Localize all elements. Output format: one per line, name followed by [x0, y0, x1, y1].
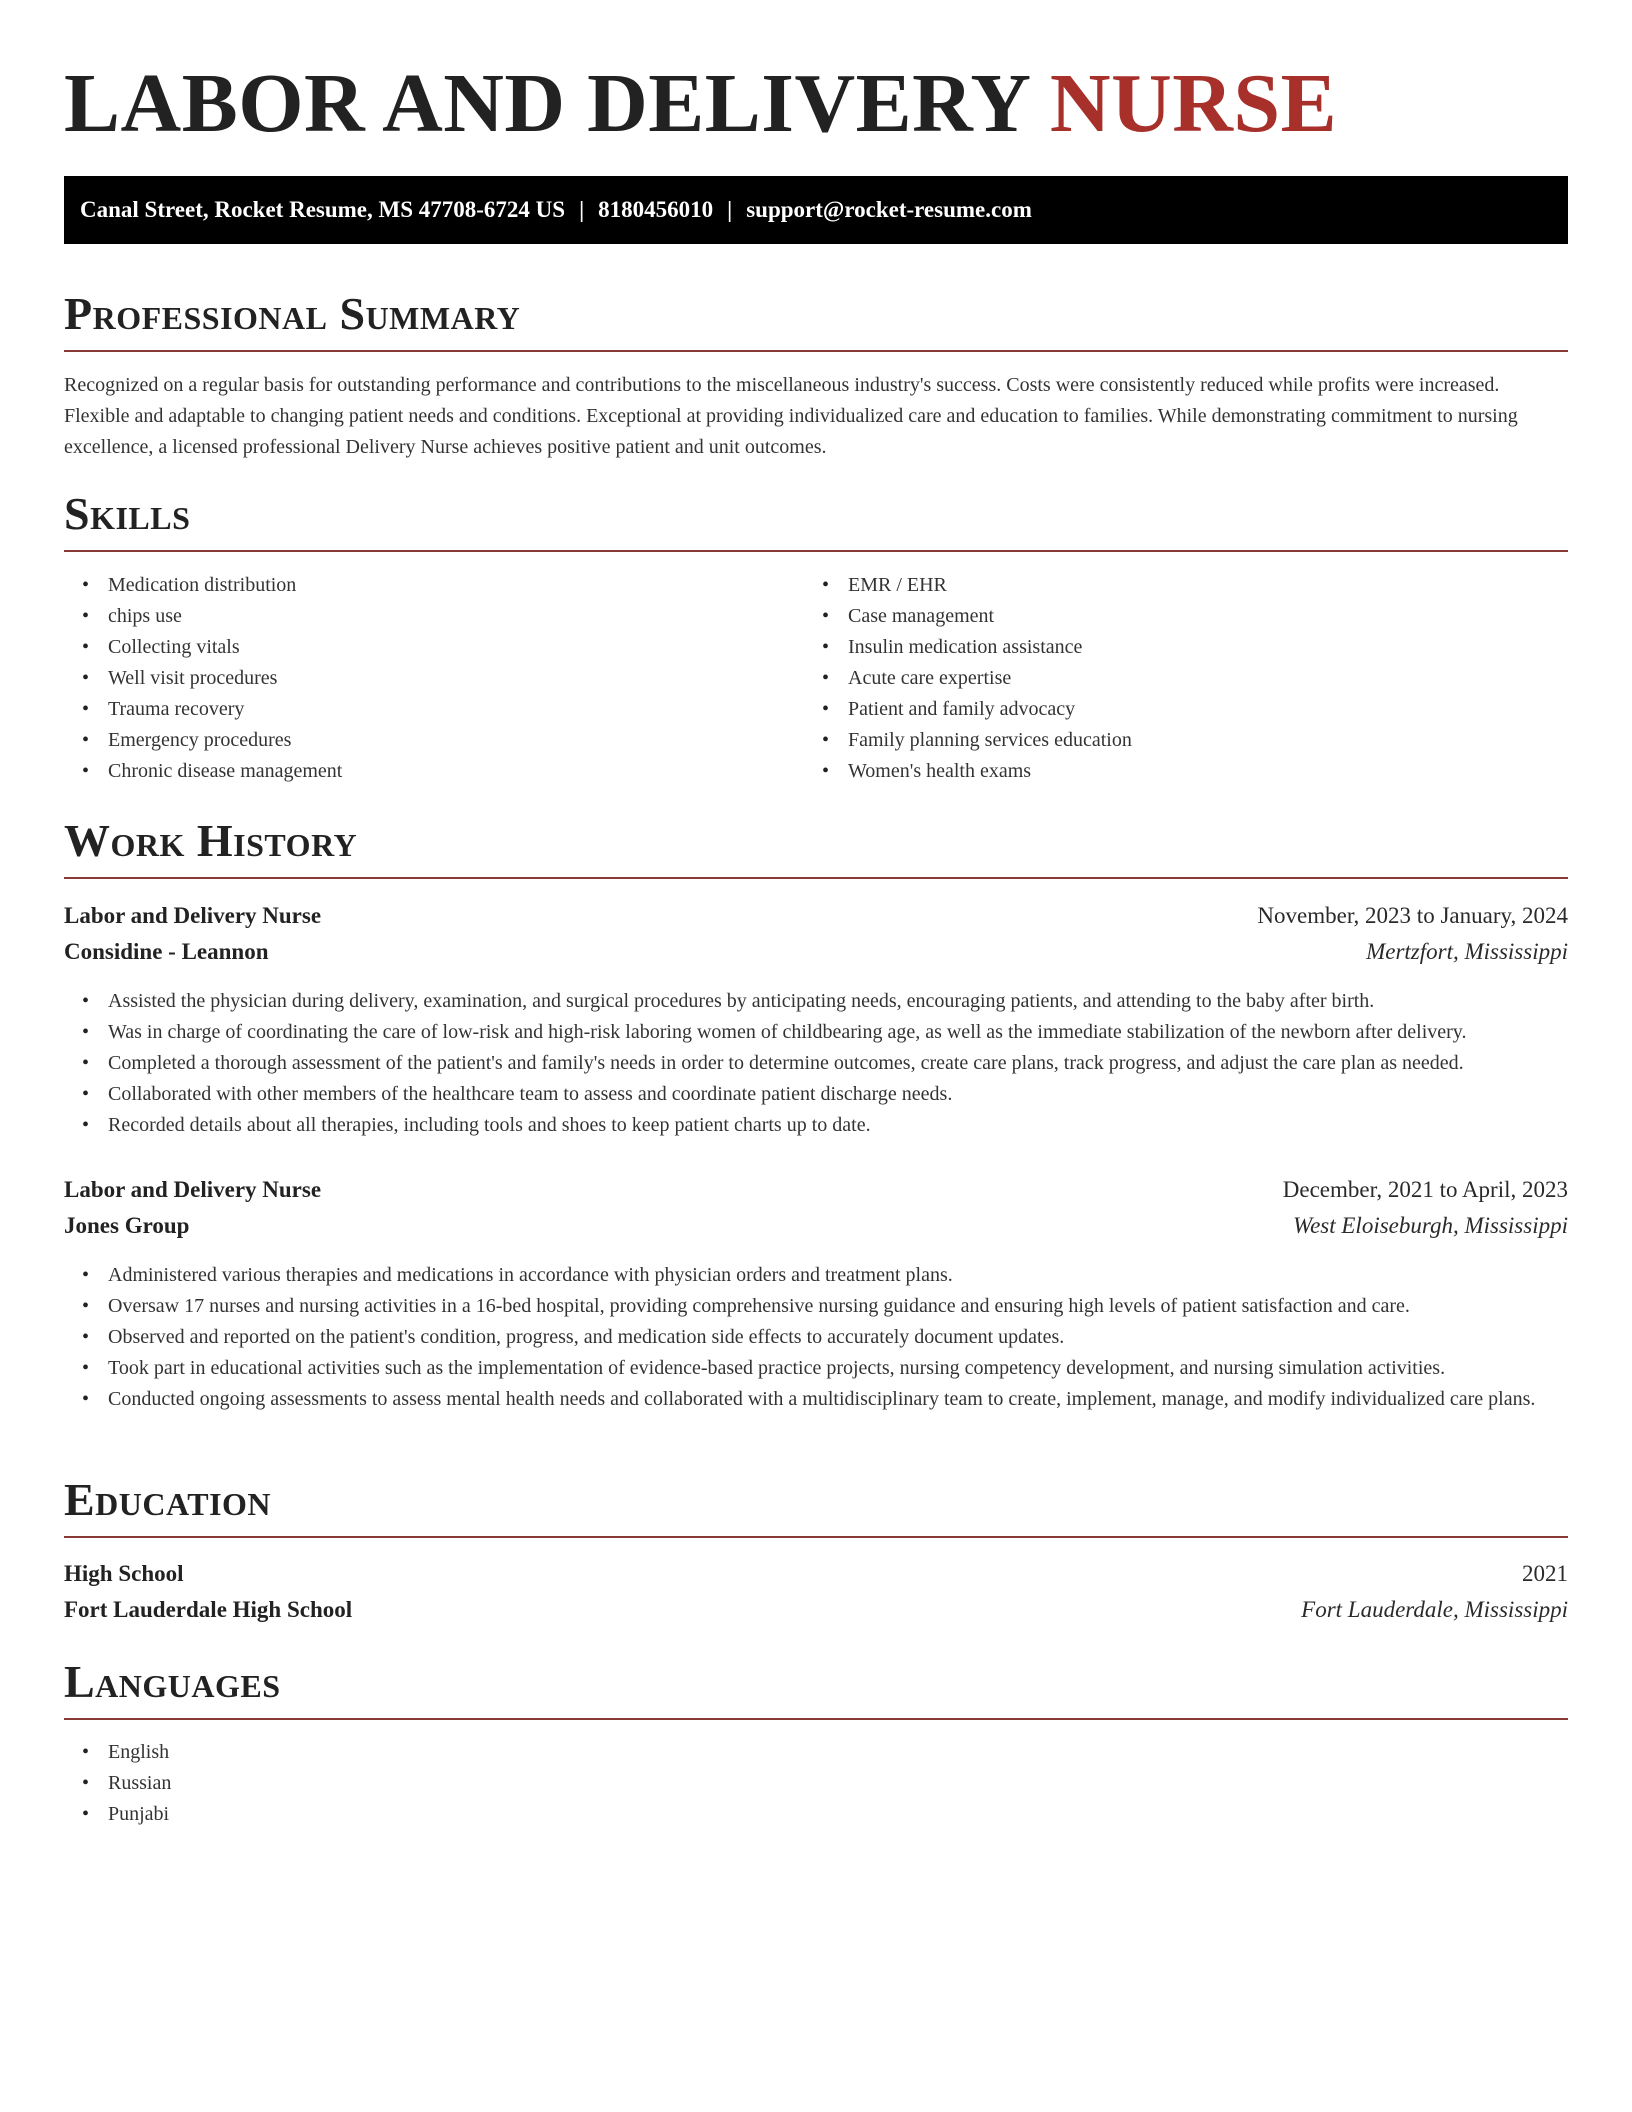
title-main: LABOR AND DELIVERY — [64, 57, 1029, 150]
education-school: Fort Lauderdale High School — [64, 1597, 353, 1622]
skill-item: • Patient and family advocacy — [848, 694, 1568, 725]
job-title-row — [64, 1172, 1568, 1208]
education-degree-row — [64, 1556, 1568, 1592]
job-title: Labor and Delivery Nurse — [64, 1177, 322, 1202]
job-dates: November, 2023 to January, 2024 — [1257, 903, 1568, 928]
job-bullet: • Completed a thorough assessment of the patient's and family's needs in order to determine outcomes, create care plans, track progress, and adjust the care plan as needed. — [108, 1048, 1612, 1079]
job-bullet: • Collaborated with other members of the healthcare team to assess and coordinate patient discharge needs. — [108, 1079, 1612, 1110]
skill-item: • EMR / EHR — [848, 570, 1568, 601]
skill-item: • Women's health exams — [848, 756, 1568, 787]
job-location: Mertzfort, Mississippi — [1366, 939, 1568, 964]
language-item: • Punjabi — [108, 1799, 808, 1830]
job-company-row — [64, 1208, 1568, 1244]
skill-item: • Acute care expertise — [848, 663, 1568, 694]
job-bullet: • Was in charge of coordinating the care of low-risk and high-risk laboring women of childbearing age, as well as the immediate stabilization of the newborn after delivery. — [108, 1017, 1612, 1048]
education-school-row — [64, 1592, 1568, 1628]
job-bullet: • Conducted ongoing assessments to assess mental health needs and collaborated with a multidisciplinary team to create, implement, manage, and modify individualized care plans. — [108, 1384, 1612, 1415]
skill-item: • Well visit procedures — [108, 663, 808, 694]
skills-heading: Skills — [64, 488, 1568, 552]
contact-address: Canal Street, Rocket Resume, MS 47708-6724 US — [80, 197, 566, 222]
education-degree: High School — [64, 1561, 184, 1586]
job-title-row — [64, 898, 1568, 934]
summary-text: Recognized on a regular basis for outstanding performance and contributions to the miscellaneous industry's success. Costs were consistently reduced while profits were increased. Flexible and adaptable to changing patient needs and conditions. Exceptional at providing individualized care and education to families. While demonstrating commitment to nursing excellence, a licensed professional Delivery Nurse achieves positive patient and unit outcomes. — [64, 374, 1518, 458]
job-bullets — [64, 986, 1612, 1141]
job-bullet: • Took part in educational activities such as the implementation of evidence-based practice projects, nursing competency development, and nursing simulation activities. — [108, 1353, 1612, 1384]
job-company: Jones Group — [64, 1213, 190, 1238]
job-bullet: • Assisted the physician during delivery, examination, and surgical procedures by anticipating needs, encouraging patients, and attending to the baby after birth. — [108, 986, 1612, 1017]
skill-item: • Family planning services education — [848, 725, 1568, 756]
resume-title — [64, 56, 1337, 152]
summary-heading: Professional Summary — [64, 288, 1568, 352]
language-item: • English — [108, 1737, 808, 1768]
education-year: 2021 — [1522, 1561, 1568, 1586]
job-bullets — [64, 1260, 1612, 1415]
language-item: • Russian — [108, 1768, 808, 1799]
skill-item: • Emergency procedures — [108, 725, 808, 756]
job-dates: December, 2021 to April, 2023 — [1282, 1177, 1568, 1202]
skill-item: • Medication distribution — [108, 570, 808, 601]
contact-phone[interactable]: 8180456010 — [598, 197, 714, 222]
languages-list — [64, 1737, 808, 1830]
work-heading: Work History — [64, 815, 1568, 879]
education-location: Fort Lauderdale, Mississippi — [1301, 1597, 1568, 1622]
job-company: Considine - Leannon — [64, 939, 269, 964]
skills-list-left — [64, 570, 808, 787]
job-bullet: • Observed and reported on the patient's condition, progress, and medication side effects to accurately document updates. — [108, 1322, 1612, 1353]
skill-item: • Collecting vitals — [108, 632, 808, 663]
job-title: Labor and Delivery Nurse — [64, 903, 322, 928]
contact-bar — [64, 176, 1568, 244]
contact-email[interactable]: support@rocket-resume.com — [746, 197, 1032, 222]
job-company-row — [64, 934, 1568, 970]
skill-item: • Trauma recovery — [108, 694, 808, 725]
title-accent: NURSE — [1049, 57, 1338, 150]
languages-heading: Languages — [64, 1656, 1568, 1720]
skill-item: • Chronic disease management — [108, 756, 808, 787]
skills-list-right — [804, 570, 1568, 787]
skill-item: • Case management — [848, 601, 1568, 632]
contact-separator: | — [727, 197, 733, 222]
job-bullet: • Administered various therapies and medications in accordance with physician orders and treatment plans. — [108, 1260, 1612, 1291]
job-location: West Eloiseburgh, Mississippi — [1293, 1213, 1568, 1238]
skill-item: • chips use — [108, 601, 808, 632]
skill-item: • Insulin medication assistance — [848, 632, 1568, 663]
job-bullet: • Recorded details about all therapies, including tools and shoes to keep patient charts up to date. — [108, 1110, 1612, 1141]
education-heading: Education — [64, 1474, 1568, 1538]
contact-separator: | — [579, 197, 585, 222]
job-bullet: • Oversaw 17 nurses and nursing activities in a 16-bed hospital, providing comprehensive nursing guidance and ensuring high levels of patient satisfaction and care. — [108, 1291, 1612, 1322]
